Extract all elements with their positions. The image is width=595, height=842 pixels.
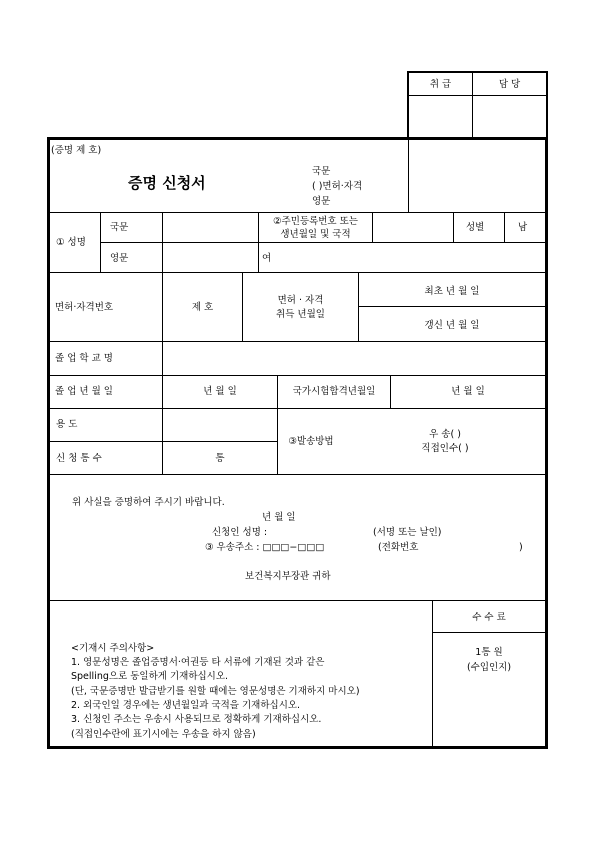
gender-male[interactable]: 남 (518, 222, 528, 233)
signature-label: (서명 또는 날인) (373, 527, 442, 538)
license-number-label: 면허·자격번호 (55, 302, 114, 313)
school-label: 졸 업 학 교 명 (55, 353, 113, 364)
purpose-label: 용 도 (56, 419, 78, 430)
charge-label: 담 당 (498, 79, 521, 90)
date-line[interactable]: 년 월 일 (262, 512, 296, 523)
request-text: 위 사실을 증명하여 주시기 바랍니다. (72, 497, 225, 508)
note-line: (직접인수란에 표기시에는 우송을 하지 않음) (71, 729, 256, 740)
graduation-label: 졸 업 년 월 일 (55, 386, 113, 397)
phone-close: ) (519, 542, 523, 553)
renewal-date[interactable]: 갱신 년 월 일 (424, 320, 480, 331)
delivery-pickup[interactable]: 직접인수( ) (421, 443, 469, 454)
delivery-mail[interactable]: 우 송( ) (429, 429, 461, 440)
graduation-date[interactable]: 년 월 일 (203, 386, 237, 397)
gender-label: 성별 (466, 222, 485, 233)
license-number-value[interactable]: 제 호 (191, 302, 214, 313)
exam-date[interactable]: 년 월 일 (451, 386, 485, 397)
gender-female[interactable]: 여 (262, 253, 272, 264)
id-number-field[interactable] (373, 213, 453, 242)
note-line: Spelling으로 동일하게 기재하십시오. (71, 671, 229, 682)
note-line: 2. 외국인일 경우에는 생년월일과 국적을 기재하십시오. (71, 700, 301, 711)
note-line: 3. 신청인 주소는 우송시 사용되므로 정확하게 기재하십시오. (71, 714, 322, 725)
note-line: (단, 국문증명만 발급받기를 원할 때에는 영문성명은 기재하지 마시오) (71, 686, 360, 697)
fee-label: 수 수 료 (472, 612, 506, 623)
id-label-line1: ②주민등록번호 또는 (273, 216, 358, 227)
purpose-field[interactable] (163, 409, 277, 441)
note-line: 1. 영문성명은 졸업증명서·여권등 타 서류에 기재된 것과 같은 (71, 657, 325, 668)
cert-number: (증명 제 호) (51, 145, 102, 156)
name-english-field[interactable] (163, 243, 258, 272)
id-label-line2: 생년월일 및 국적 (280, 229, 351, 240)
exam-label: 국가시험합격년월일 (292, 386, 376, 397)
address-label[interactable]: ③ 우송주소 : □□□−□□□ (205, 542, 325, 553)
name-korean-field[interactable] (163, 213, 258, 242)
count-label: 신 청 통 수 (56, 453, 102, 464)
type-korean: 국문 (312, 166, 331, 177)
license-date-line2: 취득 년월일 (276, 309, 325, 320)
handling-label: 취 급 (429, 79, 452, 90)
school-field[interactable] (163, 342, 545, 375)
applicant-name-label: 신청인 성명 : (212, 527, 268, 538)
page-title: 증명 신청서 (128, 174, 206, 192)
notes-title: <기재시 주의사항> (71, 643, 155, 654)
license-date-line1: 면허 · 자격 (277, 295, 324, 306)
fee-value: 1통 원 (475, 647, 503, 658)
phone-label[interactable]: (전화번호 (378, 542, 419, 553)
first-issue-date[interactable]: 최초 년 월 일 (424, 286, 480, 297)
name-label: ① 성명 (56, 237, 86, 248)
type-license: ( )면허·자격 (312, 181, 363, 192)
fee-stamp: (수입인지) (466, 662, 512, 673)
count-value[interactable]: 통 (215, 453, 225, 464)
type-english: 영문 (312, 196, 331, 207)
name-korean-label: 국문 (110, 222, 129, 233)
addressee: 보건복지부장관 귀하 (245, 571, 331, 582)
name-english-label: 영문 (110, 253, 129, 264)
delivery-label: ③발송방법 (288, 436, 334, 447)
